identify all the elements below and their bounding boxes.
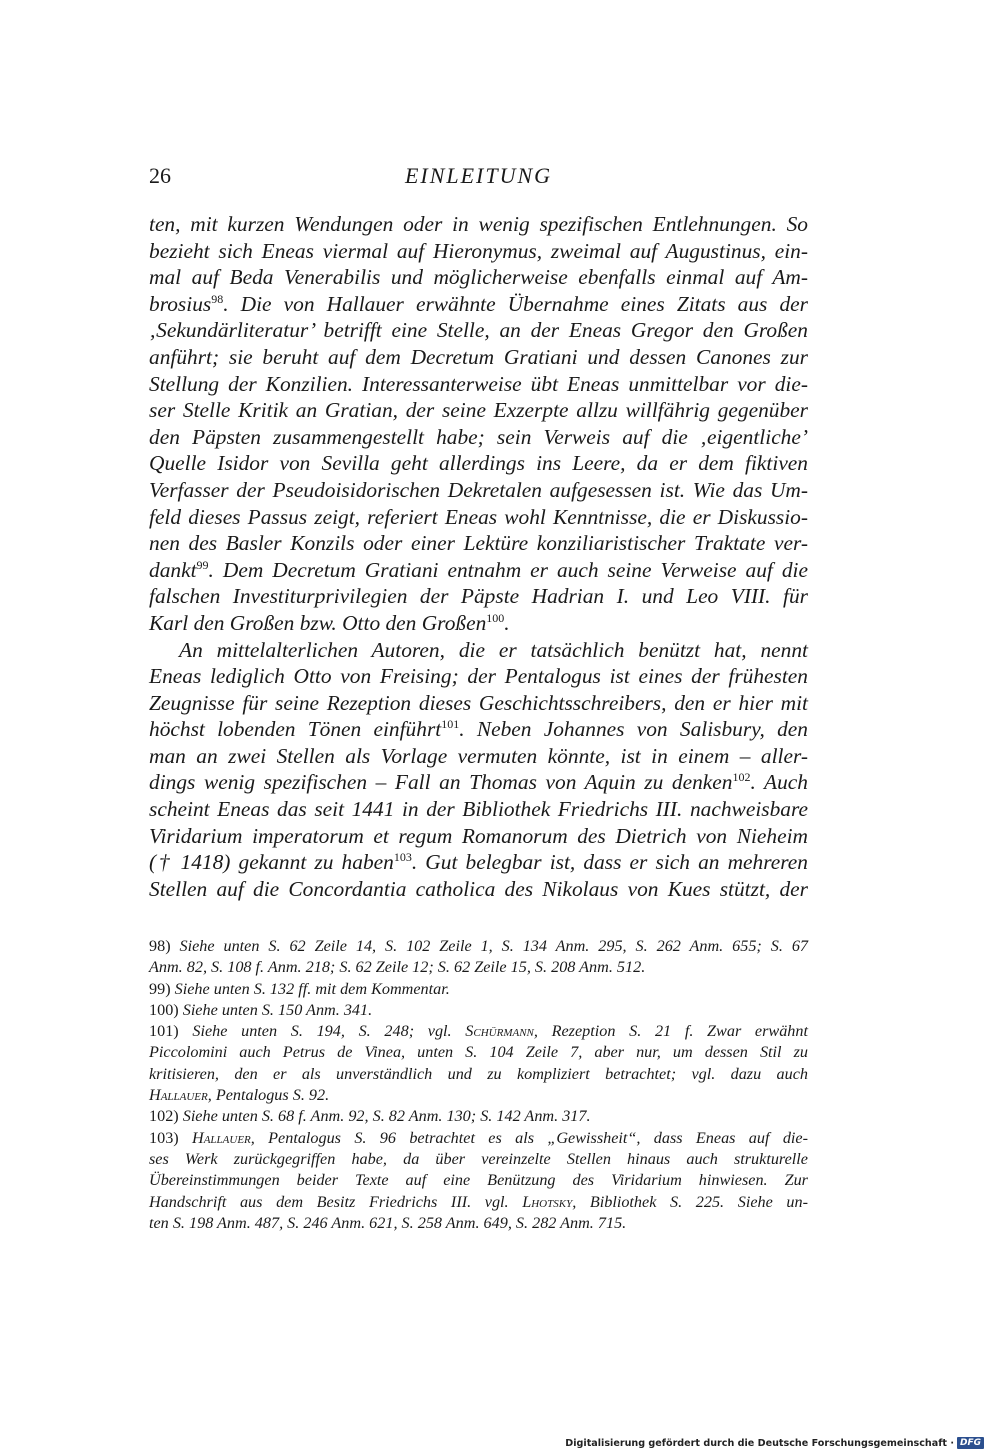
author-name: Hallauer [192,1128,251,1147]
text-line: Viridarium imperatorum et regum Romanorum des Dietrich von Nieheim [149,823,808,848]
text-line: feld dieses Passus zeigt, referiert Eneas wohl Kenntnisse, die er Diskussio- [149,504,808,529]
credit-text: Digitalisierung gefördert durch die Deutsche Forschungsgemeinschaft · [565,1437,954,1449]
text-segment: . Auch [750,770,808,795]
page-header [149,163,808,193]
dfg-logo-icon: DFG [957,1437,984,1449]
text-line [149,610,808,637]
footnote-text: Siehe unten S. 194, S. 248; vgl. [192,1022,452,1041]
footnote-line [149,1192,808,1213]
footnote-text: , Bibliothek S. 225. Siehe un- [572,1192,808,1211]
text-segment: († 1418) gekannt zu haben [149,850,394,875]
text-line: bezieht sich Eneas viermal auf Hieronymus, zweimal auf Augustinus, ein- [149,238,808,263]
text-segment: . [504,610,510,635]
author-name: Schürmann [465,1022,534,1041]
text-line: mal auf Beda Venerabilis und möglicherweise ebenfalls einmal auf Am- [149,265,808,290]
footnote-line: kritisieren, den er als unverständlich und zu kompliziert betrachtet; vgl. dazu auch [149,1064,808,1083]
footnote-number: 101) [149,1022,179,1041]
text-segment: dankt [149,557,197,582]
footnote-text: Siehe unten S. 132 ff. mit dem Kommentar. [174,979,450,998]
footnote-line: Piccolomini auch Petrus de Vinea, unten S. 104 Zeile 7, aber nur, um dessen Stil zu [149,1043,808,1062]
running-head: EINLEITUNG [404,163,553,188]
author-name: Hallauer [149,1086,208,1105]
text-segment: höchst lobenden Tönen einführt [149,717,442,742]
text-segment: . Die von Hallauer erwähnte Übernahme eines Zitats aus der [223,291,808,316]
footnote-number: 100) [149,1000,179,1019]
footnote-text: Siehe unten S. 68 f. Anm. 92, S. 82 Anm. 130; S. 142 Anm. 317. [182,1107,591,1126]
footnote-99 [149,979,808,1000]
text-line: Quelle Isidor von Sevilla geht allerdings ins Leere, da er dem fiktiven [149,451,808,476]
text-line: anführt; sie beruht auf dem Decretum Gratiani und dessen Canones zur [149,344,808,369]
text-line: Stellung der Konzilien. Interessanterweise übt Eneas unmittelbar vor die- [149,371,808,396]
text-line: ten, mit kurzen Wendungen oder in wenig spezifischen Entlehnungen. So [149,212,808,236]
text-line: den Päpsten zusammengestellt habe; sein Verweis auf die ‚eigentliche’ [149,424,808,449]
footnote-line: ten S. 198 Anm. 487, S. 246 Anm. 621, S. 258 Anm. 649, S. 282 Anm. 715. [149,1213,627,1232]
footnote-102 [149,1106,808,1127]
text-segment: . Neben Johannes von Salisbury, den [459,717,808,742]
text-line [149,849,808,876]
footnote-ref-98[interactable]: 98 [211,291,224,306]
text-line: ser Stelle Kritik an Gratian, der seine Exzerpte allzu willfährig gegenüber [149,398,808,423]
footnote-100 [149,1000,808,1021]
footnote-text: Siehe unten S. 150 Anm. 341. [182,1000,373,1019]
text-line: An mittelalterlichen Autoren, die er tatsächlich benützt hat, nennt [179,637,808,662]
footnote-ref-103[interactable]: 103 [393,850,412,865]
text-line [149,769,808,796]
footnote-line: ses Werk zurückgegriffen habe, da über vereinzelte Stellen hinaus auch strukturelle [149,1149,808,1168]
footnote-number: 98) [149,937,171,955]
footnote-number: 99) [149,979,171,998]
footnote-text: Siehe unten S. 62 Zeile 14, S. 102 Zeile 1, S. 134 Anm. 295, S. 262 Anm. 655; S. 67 [179,937,809,955]
footnotes [149,936,808,1234]
text-segment: brosius [149,291,212,316]
footnote-number: 103) [149,1128,179,1147]
text-segment: . Gut belegbar ist, dass er sich an mehreren [411,850,808,875]
footnote-text: , Pentalogus S. 96 betrachtet es als „Gewissheit“, dass Eneas auf die- [250,1128,808,1147]
text-line: Stellen auf die Concordantia catholica des Nikolaus von Kues stützt, der [149,876,808,901]
author-name: Lhotsky [522,1192,573,1211]
text-segment: dings wenig spezifischen – Fall an Thomas von Aquin zu denken [149,770,733,795]
footnote-text: , Pentalogus S. 92. [207,1086,330,1105]
text-line: falschen Investiturprivilegien der Päpste Hadrian I. und Leo VIII. für [149,584,808,609]
footnote-ref-100[interactable]: 100 [486,610,505,625]
text-segment: . Dem Decretum Gratiani entnahm er auch seine Verweise auf die [208,557,808,582]
footnote-98 [149,936,808,957]
text-line: nen des Basler Konzils oder einer Lektüre konziliaristischer Traktate ver- [149,531,808,556]
footnote-line: Übereinstimmungen beider Texte auf eine Benützung des Viridarium hinwiesen. Zur [149,1171,808,1190]
digitization-credit [565,1436,984,1450]
text-line: ‚Sekundärliteratur’ betrifft eine Stelle, an der Eneas Gregor den Großen [149,318,808,343]
main-text [149,211,808,902]
text-line: scheint Eneas das seit 1441 in der Bibliothek Friedrichs III. nachweisbare [149,797,808,822]
footnote-101 [149,1021,808,1042]
footnote-text: , Rezeption S. 21 f. Zwar erwähnt [533,1022,808,1041]
text-line [149,716,808,743]
text-line: Eneas lediglich Otto von Freising; der Pentalogus ist eines der frühesten [149,664,808,689]
text-line: Verfasser der Pseudoisidorischen Dekretalen aufgesessen ist. Wie das Um- [149,477,808,502]
footnote-line: Anm. 82, S. 108 f. Anm. 218; S. 62 Zeile 12; S. 62 Zeile 15, S. 208 Anm. 512. [149,958,646,977]
footnote-103 [149,1128,808,1149]
footnote-ref-102[interactable]: 102 [732,770,751,785]
text-line [149,557,808,584]
footnote-line [149,1085,808,1106]
footnote-text: Handschrift aus dem Besitz Friedrichs III. vgl. [149,1192,509,1211]
text-line: man an zwei Stellen als Vorlage vermuten könnte, ist in einem – aller- [149,743,808,768]
page-number: 26 [149,163,171,188]
footnote-ref-99[interactable]: 99 [196,557,209,572]
text-line: Zeugnisse für seine Rezeption dieses Geschichtsschreibers, den er hier mit [149,690,808,715]
text-line [149,291,808,318]
text-segment: Karl den Großen bzw. Otto den Großen [149,610,487,635]
footnote-ref-101[interactable]: 101 [441,717,460,732]
footnote-number: 102) [149,1107,179,1126]
